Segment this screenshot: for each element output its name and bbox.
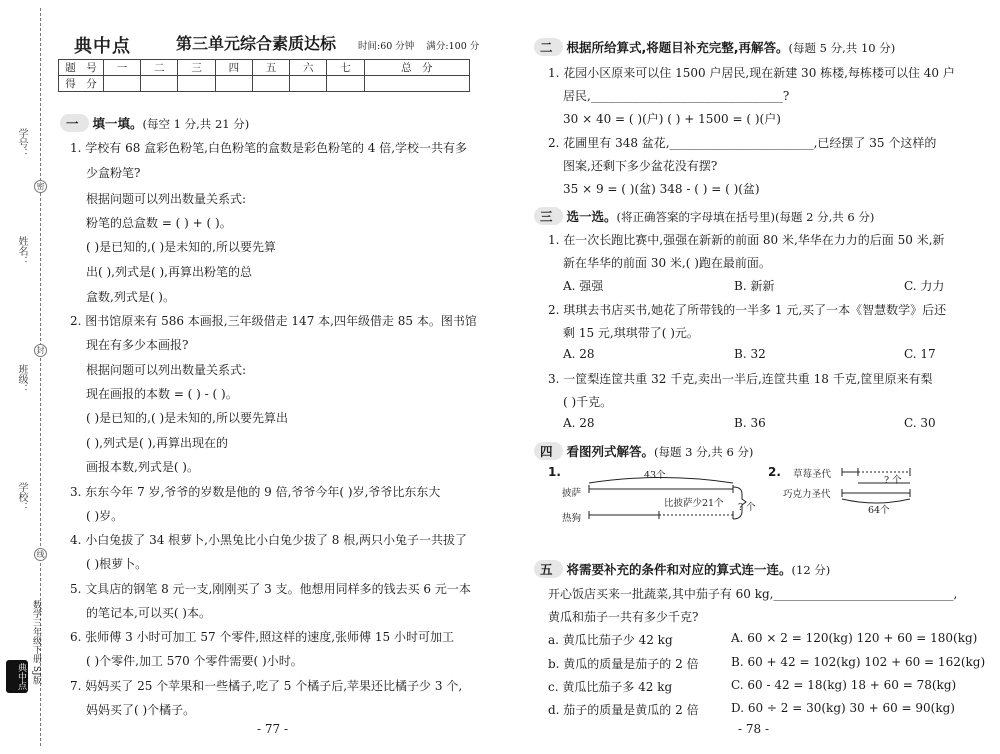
book-label: 数学三年级下册 SJ版	[31, 600, 41, 685]
condition-item[interactable]: d. 茄子的质量是黄瓜的 2 倍	[548, 703, 699, 717]
score-header-cell: 总 分	[364, 60, 469, 76]
section-note: (每题 3 分,共 6 分)	[654, 445, 754, 459]
question-line: 1. 花园小区原来可以住 1500 户居民,现在新建 30 栋楼,每栋楼可以住 40 户	[548, 66, 955, 80]
condition-item[interactable]: a. 黄瓜比茄子少 42 kg	[548, 633, 673, 647]
question-line: ( ),列式是( ),再算出现在的	[86, 436, 228, 450]
option-c[interactable]: C. 力力	[904, 279, 945, 293]
question-line: 盒数,列式是( )。	[86, 290, 175, 304]
option-b[interactable]: B. 新新	[734, 279, 775, 293]
question-line: ( )个零件,加工 570 个零件需要( )小时。	[86, 654, 303, 668]
name-label: 姓名：	[16, 236, 27, 266]
formula-item[interactable]: B. 60 + 42 = 102(kg) 102 + 60 = 162(kg)	[731, 655, 986, 669]
question-line: 3. 一筐梨连筐共重 32 千克,卖出一半后,连筐共重 18 千克,筐里原来有梨	[548, 372, 933, 386]
section-number: 一	[60, 114, 89, 132]
question-line: 开心饭店买来一批蔬菜,其中茄子有 60 kg,______________________________,	[548, 587, 958, 601]
question-line: 现在画报的本数 = ( ) - ( )。	[86, 387, 238, 401]
equation-line: 30 × 40 = ( )(户) ( ) + 1500 = ( )(户)	[563, 112, 781, 126]
formula-item[interactable]: C. 60 - 42 = 18(kg) 18 + 60 = 78(kg)	[731, 678, 957, 692]
option-a[interactable]: A. 28	[563, 347, 595, 361]
fig1-row2-label: 热狗	[562, 513, 582, 524]
fig1-brace-top	[589, 478, 733, 484]
seal-char: 封	[34, 344, 47, 357]
question-line: ( )千克。	[563, 395, 613, 409]
fig2-brace-bottom	[842, 499, 910, 503]
question-line: 2. 图书馆原来有 586 本画报,三年级借走 147 本,四年级借走 85 本。图书馆	[70, 314, 477, 328]
student-id-label: 学号：	[16, 128, 27, 158]
question-line: 5. 文具店的钢笔 8 元一支,刚刚买了 3 支。他想用同样多的钱去买 6 元一本	[70, 582, 471, 596]
question-line: 出( ),列式是( ),再算出粉笔的总	[86, 265, 252, 279]
option-c[interactable]: C. 30	[904, 416, 936, 430]
question-line: 少盒粉笔?	[86, 166, 141, 180]
question-line: 的笔记本,可以买( )本。	[86, 606, 211, 620]
question-line: 图案,还剩下多少盆花没有摆?	[563, 159, 718, 173]
page-number: - 78 -	[738, 722, 770, 736]
section-note: (将正确答案的字母填在括号里)(每题 2 分,共 6 分)	[616, 210, 875, 224]
fig2-row1-label: 草莓圣代	[793, 469, 832, 480]
question-line: 粉笔的总盒数 = ( ) + ( )。	[86, 216, 232, 230]
fig1-brace-right	[733, 487, 746, 519]
section-number: 三	[534, 207, 563, 225]
score-cell[interactable]	[290, 76, 327, 92]
question-line: 黄瓜和茄子一共有多少千克?	[548, 610, 699, 624]
question-line: ( )是已知的,( )是未知的,所以要先算出	[86, 411, 288, 425]
question-line: 新在华华的前面 30 米,( )跑在最前面。	[563, 256, 771, 270]
option-a[interactable]: A. 强强	[563, 279, 604, 293]
question-line: ( )岁。	[86, 509, 124, 523]
fig1-top-label: 43个	[644, 470, 666, 481]
section-number: 二	[534, 38, 563, 56]
section-5-heading	[534, 560, 830, 578]
condition-item[interactable]: b. 黄瓜的质量是茄子的 2 倍	[548, 657, 699, 671]
section-number: 五	[534, 560, 563, 578]
score-cell[interactable]	[104, 76, 141, 92]
equation-line: 35 × 9 = ( )(盆) 348 - ( ) = ( )(盆)	[563, 182, 760, 196]
section-2-heading	[534, 38, 895, 56]
option-a[interactable]: A. 28	[563, 416, 595, 430]
option-b[interactable]: B. 36	[734, 416, 766, 430]
section-note: (12 分)	[791, 563, 831, 577]
section-title: 选一选。	[566, 209, 617, 224]
score-table	[58, 59, 470, 92]
question-line: 居民,________________________________?	[563, 89, 790, 103]
header-logo: 典中点	[74, 36, 131, 57]
score-header-cell: 六	[290, 60, 327, 76]
score-cell[interactable]	[327, 76, 364, 92]
score-header-cell: 三	[178, 60, 215, 76]
fig2-bottom-label: 64个	[868, 505, 890, 516]
figure-number: 2.	[768, 465, 781, 479]
question-line: 1. 在一次长跑比赛中,强强在新新的前面 80 米,华华在力力的后面 50 米,新	[548, 233, 945, 247]
school-label: 学校：	[16, 482, 27, 512]
section-note: (每题 5 分,共 10 分)	[788, 41, 896, 55]
exam-info	[358, 38, 479, 52]
condition-item[interactable]: c. 黄瓜比茄子多 42 kg	[548, 680, 673, 694]
brand-logo: 典中点	[6, 660, 28, 693]
section-title: 看图列式解答。	[566, 444, 655, 459]
score-label-cell: 得 分	[59, 76, 104, 92]
fig2-question: ? 个	[884, 475, 902, 486]
question-line: 2. 花圃里有 348 盆花,________________________,已经摆了 35 个这样的	[548, 136, 937, 150]
fig1-line-diagram	[545, 463, 755, 533]
fig1-row1-label: 披萨	[562, 488, 582, 499]
formula-item[interactable]: A. 60 × 2 = 120(kg) 120 + 60 = 180(kg)	[731, 631, 978, 645]
time-limit: 时间:60 分钟	[358, 41, 415, 52]
score-header-cell: 四	[215, 60, 252, 76]
figure-number: 1.	[548, 465, 561, 479]
question-line: 画报本数,列式是( )。	[86, 460, 199, 474]
question-line: 3. 东东今年 7 岁,爷爷的岁数是他的 9 倍,爷爷今年( )岁,爷爷比东东大	[70, 485, 441, 499]
score-cell[interactable]	[252, 76, 289, 92]
question-line: 根据问题可以列出数量关系式:	[86, 192, 247, 206]
fig2-row2-label: 巧克力圣代	[783, 489, 831, 500]
formula-item[interactable]: D. 60 ÷ 2 = 30(kg) 30 + 60 = 90(kg)	[731, 701, 955, 715]
section-number: 四	[534, 442, 563, 460]
seal-char: 线	[34, 548, 47, 561]
question-line: ( )是已知的,( )是未知的,所以要先算	[86, 240, 276, 254]
full-score: 满分:100 分	[426, 41, 480, 52]
score-header-cell: 五	[252, 60, 289, 76]
section-note: (每空 1 分,共 21 分)	[142, 117, 250, 131]
binding-strip	[0, 0, 50, 754]
question-line: 根据问题可以列出数量关系式:	[86, 363, 247, 377]
section-title: 根据所给算式,将题目补充完整,再解答。	[566, 40, 789, 55]
option-b[interactable]: B. 32	[734, 347, 766, 361]
question-line: 7. 妈妈买了 25 个苹果和一些橘子,吃了 5 个橘子后,苹果还比橘子少 3 个,	[70, 679, 463, 693]
score-cell[interactable]	[178, 76, 215, 92]
question-line: 2. 琪琪去书店买书,她花了所带钱的一半多 1 元,买了一本《智慧数学》后还	[548, 303, 947, 317]
question-line: 现在有多少本画报?	[86, 338, 189, 352]
score-row	[59, 76, 470, 92]
section-title: 将需要补充的条件和对应的算式连一连。	[566, 562, 792, 577]
page-number: - 77 -	[257, 722, 289, 736]
question-line: 6. 张师傅 3 小时可加工 57 个零件,照这样的速度,张师傅 15 小时可加工	[70, 630, 454, 644]
score-cell[interactable]	[364, 76, 469, 92]
fig2-line-diagram	[760, 463, 960, 523]
question-line: 1. 学校有 68 盒彩色粉笔,白色粉笔的盒数是彩色粉笔的 4 倍,学校一共有多	[70, 141, 468, 155]
fig1-diff-label: 比披萨少21个	[664, 498, 724, 509]
score-header-cell: 题 号	[59, 60, 104, 76]
score-cell[interactable]	[141, 76, 178, 92]
question-line: ( )根萝卜。	[86, 557, 148, 571]
score-header-cell: 二	[141, 60, 178, 76]
section-title: 填一填。	[92, 116, 143, 131]
score-header-cell: 七	[327, 60, 364, 76]
seal-char: 密	[34, 180, 47, 193]
question-line: 4. 小白兔拔了 34 根萝卜,小黑兔比小白兔少拔了 8 根,两只小兔子一共拔了	[70, 533, 468, 547]
section-4-heading	[534, 442, 753, 460]
score-cell[interactable]	[215, 76, 252, 92]
question-line: 剩 15 元,琪琪带了( )元。	[563, 326, 699, 340]
section-1-heading	[60, 114, 249, 132]
section-3-heading	[534, 207, 874, 225]
page-title: 第三单元综合素质达标	[176, 34, 337, 53]
score-header-cell: 一	[104, 60, 141, 76]
option-c[interactable]: C. 17	[904, 347, 936, 361]
score-header-row	[59, 60, 470, 76]
fig1-question: ? 个	[738, 502, 756, 513]
class-label: 班级：	[16, 364, 27, 394]
question-line: 妈妈买了( )个橘子。	[86, 703, 196, 717]
